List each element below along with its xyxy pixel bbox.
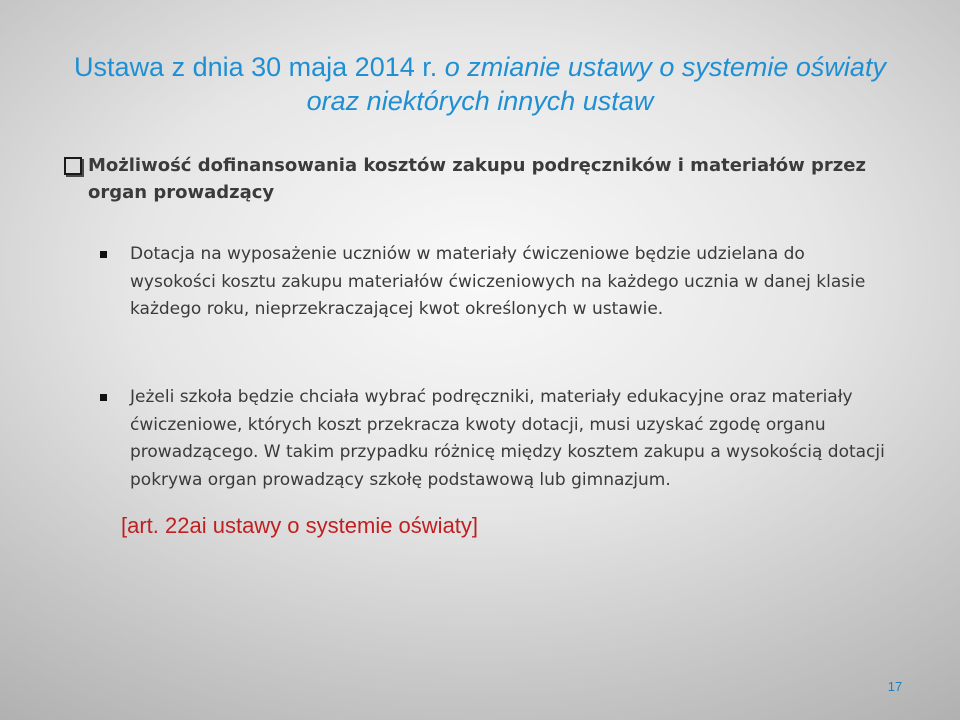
legal-citation: [art. 22ai ustawy o systemie oświaty] (121, 513, 479, 538)
section-heading (64, 152, 884, 206)
bullet-text: Jeżeli szkoła będzie chciała wybrać podręczniki, materiały edukacyjne oraz materiały ćwiczeniowe, których koszt przekracza kwoty dotacji, musi uzyskać zgodę organu prowadzącego. W takim przypadku różnicę między kosztem zakupu a wysokością dotacji pokrywa organ prowadzący szkołę podstawową lub gimnazjum. (130, 387, 885, 490)
section-heading-text: Możliwość dofinansowania kosztów zakupu podręczników i materiałów przez organ prowadzący (88, 155, 866, 203)
page-number: 17 (887, 679, 903, 694)
bullet-item (96, 241, 886, 324)
slide-title (60, 50, 900, 118)
square-bullet-icon (100, 251, 107, 258)
checkbox-outline-icon (64, 157, 82, 175)
bullet-text: Dotacja na wyposażenie uczniów w materiały ćwiczeniowe będzie udzielana do wysokości kosztu zakupu materiałów ćwiczeniowych na każdego ucznia w danej klasie każdego roku, nieprzekraczającej kwot określonych w ustawie. (130, 244, 866, 319)
title-act-date: Ustawa z dnia 30 maja 2014 r. (74, 52, 438, 82)
title-act-name: o zmianie ustawy o systemie oświaty oraz niektórych innych ustaw (306, 52, 886, 116)
bullet-item (96, 384, 886, 494)
square-bullet-icon (100, 394, 107, 401)
